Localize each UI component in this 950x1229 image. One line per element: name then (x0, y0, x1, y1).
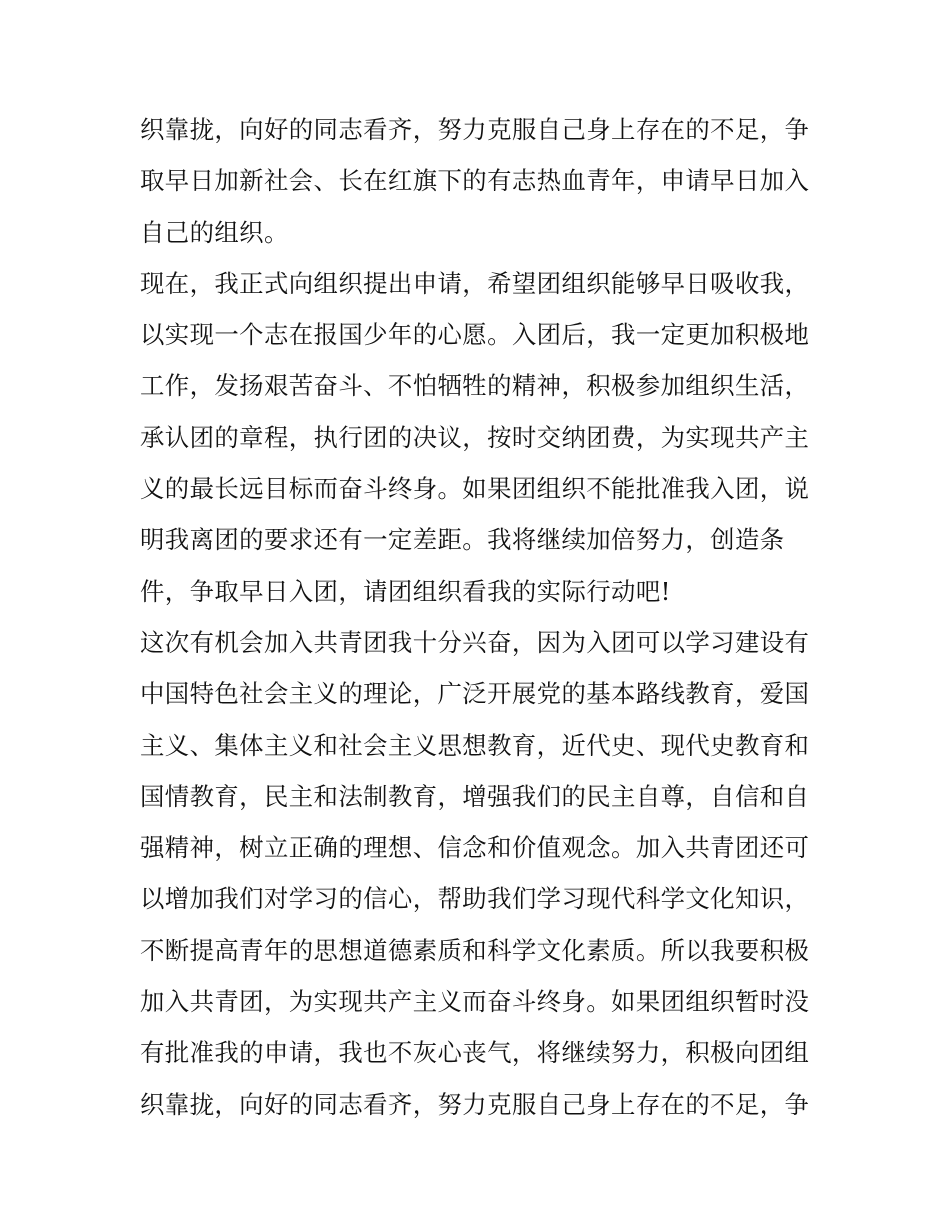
text-line: 强精神，树立正确的理想、信念和价值观念。加入共青团还可 (140, 833, 810, 863)
text-line: 现在，我正式向组织提出申请，希望团组织能够早日吸收我， (140, 268, 810, 298)
text-line: 主义、集体主义和社会主义思想教育，近代史、现代史教育和 (140, 730, 810, 760)
text-line: 织靠拢，向好的同志看齐，努力克服自己身上存在的不足，争 (140, 115, 810, 144)
text-line: 以实现一个志在报国少年的心愿。入团后，我一定更加积极地 (140, 320, 810, 350)
text-line: 取早日加新社会、长在红旗下的有志热血青年，申请早日加入 (140, 166, 810, 196)
text-line: 不断提高青年的思想道德素质和科学文化素质。所以我要积极 (140, 935, 810, 965)
text-line: 工作，发扬艰苦奋斗、不怕牺牲的精神，积极参加组织生活， (140, 371, 810, 401)
text-line: 义的最长远目标而奋斗终身。如果团组织不能批准我入团，说 (140, 474, 810, 504)
text-line: 自己的组织。 (140, 217, 289, 247)
text-line: 中国特色社会主义的理论，广泛开展党的基本路线教育，爱国 (140, 679, 810, 709)
text-line: 有批准我的申请，我也不灰心丧气，将继续努力，积极向团组 (140, 1038, 810, 1068)
text-line: 明我离团的要求还有一定差距。我将继续加倍努力，创造条 (140, 525, 785, 555)
text-line: 承认团的章程，执行团的决议，按时交纳团费，为实现共产主 (140, 422, 810, 452)
text-line: 国情教育，民主和法制教育，增强我们的民主自尊，自信和自 (140, 781, 810, 811)
text-line: 以增加我们对学习的信心，帮助我们学习现代科学文化知识， (140, 884, 810, 914)
document-body-text (140, 104, 820, 1130)
text-line: 这次有机会加入共青团我十分兴奋，因为入团可以学习建设有 (140, 627, 810, 657)
text-line: 加入共青团，为实现共产主义而奋斗终身。如果团组织暂时没 (140, 987, 810, 1017)
text-line: 件，争取早日入团，请团组织看我的实际行动吧! (140, 576, 671, 606)
text-line: 织靠拢，向好的同志看齐，努力克服自己身上存在的不足，争 (140, 1089, 810, 1119)
